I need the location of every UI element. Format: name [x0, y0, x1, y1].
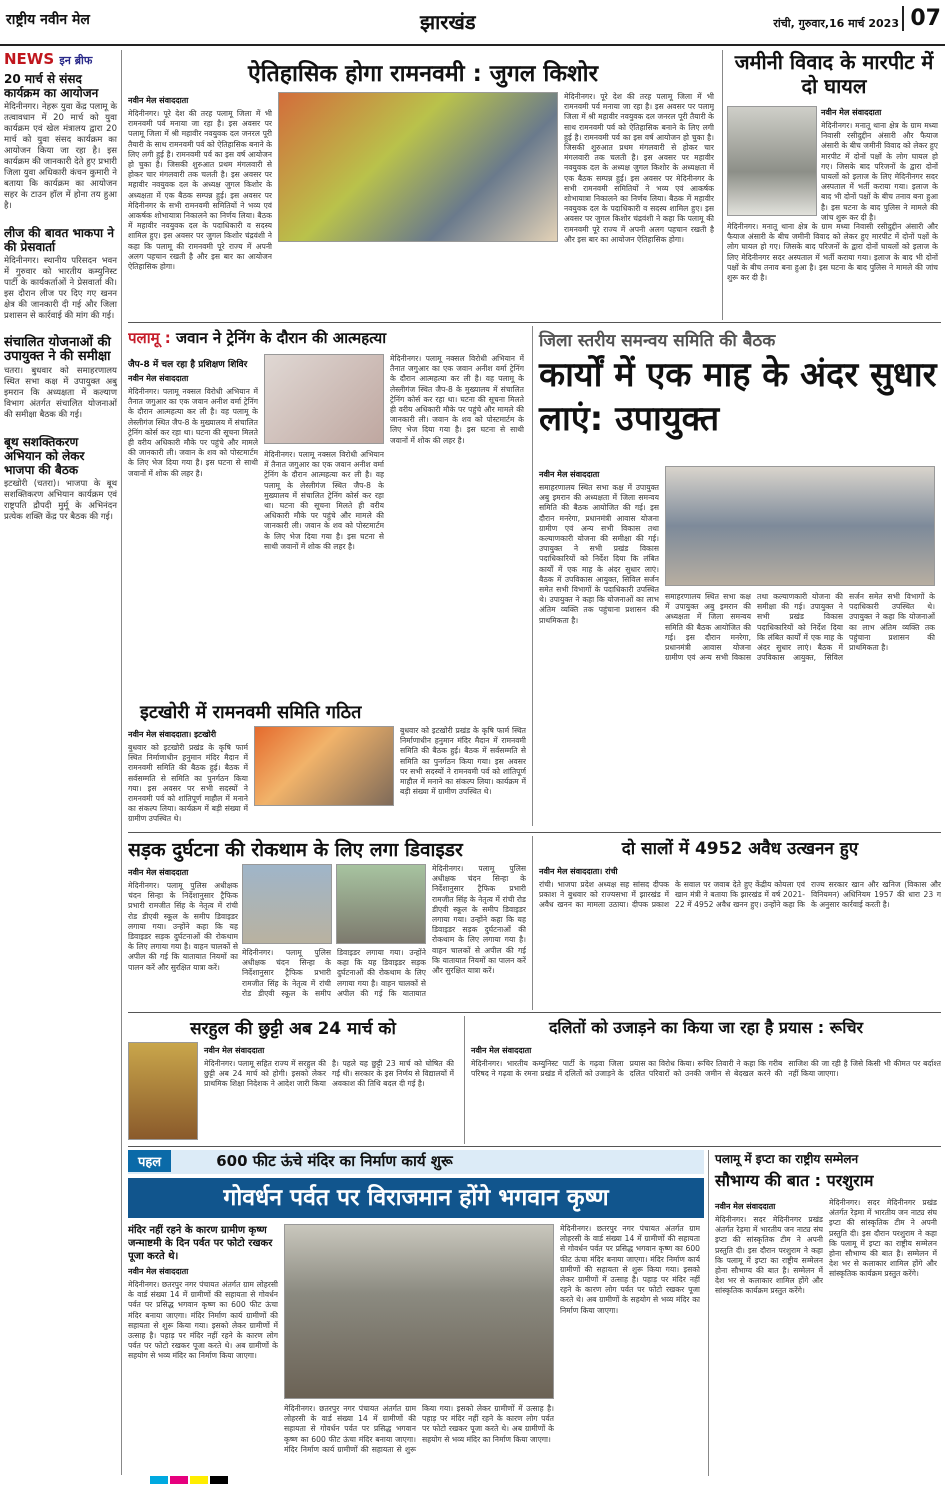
- article-headline: दो सालों में 4952 अवैध उत्खनन हुए: [621, 839, 859, 859]
- article-column: [539, 466, 659, 823]
- article-dc-review: [532, 326, 941, 826]
- article-body-cont: मेदिनीनगर। पलामू नक्सल विरोधी अभियान में तैनात जगुआर का एक जवान अनीश वर्मा ट्रेनिंग के दौरान आत्महत्या कर ली है। वह पलामू के लेस्लीगंज स्थित जैप-8 के मुख्यालय में संचालित ट्रेनिंग कोर्स कर रहा था। घटना की सूचना मिलते ही वरीय अधिकारी मौके पर पहुंचे और मामले की जानकारी ली। जवान के शव को पोस्टमार्टम के लिए भेज दिया गया है। इस घटना से साथी जवानों में शोक की लहर है।: [264, 450, 384, 551]
- article-byline: नवीन मेल संवाददाता: [539, 470, 600, 479]
- article-body: मेदिनीनगर। पूरे देश की तरह पलामू जिला में भी रामनवमी पर्व मनाया जा रहा है। इस अवसर पर पलामू जिला में श्री महावीर नवयुवक दल जनरल पूरी तैयारी के साथ रामनवमी पर्व को ऐतिहासिक बनाने के लिए लगी हुई है। रामनवमी पर्व का इस वर्ष आयोजन हो चुका है। जिसकी शुरुआत प्रथम मंगलवारी से होकर चार मंगलवारी तक चलती है। इस अवसर पर महावीर नवयुवक दल के अध्यक्ष जुगल किशोर के अध्यक्षता में एक बैठक सम्पन्न हुई। इस अवसर पर मेदिनीनगर के सभी रामनवमी समितियों ने भव्य एवं आकर्षक शोभायात्रा निकालने का निर्णय लिया। बैठक में महावीर नवयुवक दल के पदाधिकारी व सदस्य शामिल हुए। इस अवसर पर जुगल किशोर चंद्रवंशी ने कहा कि पलामू की रामनवमी पूरे राज्य में अपनी अलग पहचान रखती है और इस बार का आयोजन ऐतिहासिक होगा।: [128, 109, 272, 272]
- page-number: 07: [902, 6, 941, 31]
- masthead: [0, 0, 945, 46]
- article-body-cont: मेदिनीनगर। पूरे देश की तरह पलामू जिला में भी रामनवमी पर्व मनाया जा रहा है। इस अवसर पर पलामू जिला में श्री महावीर नवयुवक दल जनरल पूरी तैयारी के साथ रामनवमी पर्व को ऐतिहासिक बनाने के लिए लगी हुई है। रामनवमी पर्व का इस वर्ष आयोजन हो चुका है। जिसकी शुरुआत प्रथम मंगलवारी से होकर चार मंगलवारी तक चलती है। इस अवसर पर महावीर नवयुवक दल के अध्यक्ष जुगल किशोर के अध्यक्षता में एक बैठक सम्पन्न हुई। इस अवसर पर मेदिनीनगर के सभी रामनवमी समितियों ने भव्य एवं आकर्षक शोभायात्रा निकालने का निर्णय लिया। बैठक में महावीर नवयुवक दल के पदाधिकारी व सदस्य शामिल हुए। इस अवसर पर जुगल किशोर चंद्रवंशी ने कहा कि पलामू की रामनवमी पूरे राज्य में अपनी अलग पहचान रखती है और इस बार का आयोजन ऐतिहासिक होगा।: [564, 92, 714, 244]
- article-body-cont: मेदिनीनगर। मनातू थाना क्षेत्र के ग्राम मध्या निवासी रसीदुद्दीन अंसारी और फैयाज अंसारी के बीच जमीनी विवाद को लेकर हुए मारपीट में दोनों पक्षों के लोग घायल हो गए। जिसके बाद परिजनों के द्वारा दोनों घायलों को इलाज के लिए मेदिनीनगर सदर अस्पताल में भर्ती कराया गया। इलाज के बाद भी दोनों पक्षों के बीच तनाव बना हुआ है। इस घटना के बाद पुलिस ने मामले की जांच शुरू कर दी है।: [727, 222, 938, 283]
- print-color-bar: [150, 1476, 230, 1484]
- brief-heading: [4, 50, 117, 68]
- news-brief-column: [4, 50, 122, 1475]
- divider: [128, 1146, 941, 1147]
- article-ramnavami: [128, 50, 718, 320]
- committee-photo: [254, 726, 394, 806]
- article-subhead: मंदिर नहीं रहने के कारण ग्रामीण कृष्ण जन्माष्टमी के दिन पर्वत पर फोटो रखकर पूजा करते थे।: [128, 1225, 273, 1262]
- article-body: मेदिनीनगर। पलामू सहित राज्य में सरहुल की छुट्टी अब 24 मार्च को होगी। इसको लेकर प्राथमिक शिक्षा निदेशक ने आदेश जारी किया है। पहले यह छुट्टी 23 मार्च को घोषित की गई थी। सरकार के इस निर्णय से विद्यालयों में अवकाश की तिथि बदल दी गई है।: [204, 1059, 454, 1089]
- article-illegal-mining: [532, 836, 941, 1010]
- article-column: [128, 864, 238, 1010]
- brief-text: मेदिनीनगर। स्थानीय परिसदन भवन में गुरुवार को भारतीय कम्युनिस्ट पार्टी के कार्यकर्ताओं ने प्रेसवार्ता की। इस दौरान लीज पर दिए गए खनन क्षेत्र की जानकारी दी गई और जिला प्रशासन से कार्रवाई की मांग की गई।: [4, 256, 117, 321]
- article-headline: सरहुल की छुट्टी अब 24 मार्च को: [190, 1019, 396, 1039]
- brief-headline: संचालित योजनाओं की उपायुक्त ने की समीक्षा: [4, 335, 111, 364]
- article-dalit: [464, 1016, 941, 1144]
- headline-kicker: जिला स्तरीय समन्वय समिति की बैठक: [539, 331, 776, 351]
- article-jawan-suicide: [128, 326, 528, 696]
- article-byline: नवीन मेल संवाददाता: [128, 1267, 189, 1276]
- section-title: झारखंड: [420, 10, 476, 34]
- headline-text: जवान ने ट्रेनिंग के दौरान की आत्महत्या: [176, 329, 387, 347]
- divider-photo-2: [336, 864, 426, 944]
- article-column: [204, 1042, 454, 1143]
- article-headline: जमीनी विवाद के मारपीट में दो घायल: [734, 50, 934, 98]
- brief-heading-main: NEWS: [4, 50, 55, 68]
- article-body: मेदिनीनगर। पलामू नक्सल विरोधी अभियान में तैनात जगुआर का एक जवान अनीश वर्मा ट्रेनिंग के दौरान आत्महत्या कर ली है। वह पलामू के लेस्लीगंज स्थित जैप-8 के मुख्यालय में संचालित ट्रेनिंग कोर्स कर रहा था। घटना की सूचना मिलते ही वरीय अधिकारी मौके पर पहुंचे और मामले की जानकारी ली। जवान के शव को पोस्टमार्टम के लिए भेज दिया गया है। इस घटना से साथी जवानों में शोक की लहर है।: [128, 387, 258, 478]
- article-headline: इटखोरी में रामनवमी समिति गठित: [140, 702, 362, 723]
- ramnavami-photo: [278, 92, 558, 242]
- article-body: बुधवार को इटखोरी प्रखंड के कृषि फार्म स्थित निर्माणाधीन हनुमान मंदिर मैदान में रामनवमी समिति की बैठक हुई। बैठक में सर्वसम्मति से समिति का पुनर्गठन किया गया। इस अवसर पर सभी सदस्यों ने रामनवमी पर्व को शांतिपूर्ण माहौल में मनाने का संकल्प लिया। कार्यक्रम में बड़ी संख्या में ग्रामीण उपस्थित थे।: [128, 743, 248, 823]
- article-byline: नवीन मेल संवाददाता। इटखोरी: [128, 730, 217, 739]
- article-body: मेदिनीनगर। मनातू थाना क्षेत्र के ग्राम मध्या निवासी रसीदुद्दीन अंसारी और फैयाज अंसारी के बीच जमीनी विवाद को लेकर हुए मारपीट में दोनों पक्षों के लोग घायल हो गए। जिसके बाद परिजनों के द्वारा दोनों घायलों को इलाज के लिए मेदिनीनगर सदर अस्पताल में भर्ती कराया गया। इलाज के बाद भी दोनों पक्षों के बीच तनाव बना हुआ है। इस घटना के बाद पुलिस ने मामले की जांच शुरू कर दी है।: [821, 121, 938, 222]
- article-headline: कार्यों में एक माह के अंदर सुधार लाएं: उपायुक्त: [539, 355, 937, 439]
- headline-kicker: पलामू :: [128, 329, 171, 347]
- article-body-cont: मेदिनीनगर। पलामू पुलिस अधीक्षक चंदन सिन्हा के निर्देशानुसार ट्रैफिक प्रभारी रामजीत सिंह के नेतृत्व में रांची रोड डीएवी स्कूल के समीप डिवाइडर लगाया गया। उन्होंने कहा कि यह डिवाइडर सड़क दुर्घटनाओं की रोकथाम के लिए लगाया गया है। वाहन चालकों से अपील की गई कि यातायात: [242, 948, 426, 998]
- article-column: [128, 1224, 278, 1450]
- article-byline: नवीन मेल संवाददाता: [204, 1046, 265, 1055]
- article-byline: नवीन मेल संवाददाता: [128, 868, 189, 877]
- article-column: [821, 104, 938, 233]
- brief-headline: 20 मार्च से संसद कार्यक्रम का आयोजन: [4, 72, 99, 100]
- article-headline: गोवर्धन पर्वत पर विराजमान होंगे भगवान कृष्ण: [128, 1178, 704, 1218]
- article-byline: नवीन मेल संवाददाता: [821, 108, 882, 117]
- article-column: [128, 92, 272, 319]
- temple-photo: [284, 1224, 554, 1399]
- article-body-cont: समाहरणालय स्थित सभा कक्ष में उपायुक्त अबु इमरान की अध्यक्षता में जिला समन्वय समिति की बैठक आयोजित की गई। इस दौरान मनरेगा, प्रधानमंत्री आवास योजना ग्रामीण एवं अन्य सभी विकास तथा कल्याणकारी योजना की समीक्षा की गई। उपायुक्त ने सभी प्रखंड विकास पदाधिकारियों को निर्देश दिया कि लंबित कार्यों में एक माह के अंदर सुधार लाएं। बैठक में उपविकास आयुक्त, सिविल सर्जन समेत सभी विभागों के पदाधिकारी उपस्थित थे। उपायुक्त ने कहा कि योजनाओं का लाभ अंतिम व्यक्ति तक पहुंचाना प्रशासन की प्राथमिकता है।: [665, 592, 935, 663]
- issue-date: रांची, गुरुवार,16 मार्च 2023: [773, 17, 899, 30]
- article-column: [564, 92, 714, 312]
- brief-text: मेदिनीनगर। नेहरू युवा केंद्र पलामू के तत्वावधान में 20 मार्च को युवा कार्यक्रम एवं खेल मंत्रालय द्वारा 20 मार्च को युवा संसद कार्यक्रम का आयोजन किया जा रहा है। इस कार्यक्रम की जानकारी देते हुए प्रभारी जिला युवा अधिकारी कंचन कुमारी ने बताया कि कार्यक्रम का आयोजन सहर के टाउन हॉल में होना तय हुआ है।: [4, 102, 117, 211]
- article-byline: नवीन मेल संवाददाता: [128, 96, 189, 105]
- brief-text: इटखोरी (चतरा)। भाजपा के बूथ सशक्तिकरण अभियान कार्यक्रम एवं राष्ट्रपति द्रौपदी मुर्मू के अभिनंदन प्रत्येक शक्ति केंद्र पर बैठक की गई।: [4, 479, 117, 522]
- divider-photo-1: [242, 864, 332, 944]
- article-headline: दलितों को उजाड़ने का किया जा रहा है प्रयास : रूचिर: [548, 1018, 864, 1037]
- temple-kicker-bar: [128, 1150, 704, 1174]
- article-body: मेदिनीनगर। भारतीय कम्युनिस्ट पार्टी के गढ़वा जिला परिषद ने गढ़वा के रमना प्रखंड में दलितों को उजाड़ने के प्रयास का विरोध किया। रूचिर तिवारी ने कहा कि गरीब दलित परिवारों को उनकी जमीन से बेदखल करने की साजिश की जा रही है जिसे किसी भी कीमत पर बर्दाश्त नहीं किया जाएगा।: [471, 1059, 941, 1079]
- article-road-divider: [128, 836, 528, 1010]
- article-land-dispute: [722, 50, 941, 320]
- brief-text: चतरा। बुधवार को समाहरणालय स्थित सभा कक्ष में उपायुक्त अबु इमरान कि अध्यक्षता में कल्याण विभाग अंतर्गत संचालित योजनाओं की समीक्षा बैठक की गई।: [4, 366, 117, 420]
- article-body-cont: मेदिनीनगर। पलामू नक्सल विरोधी अभियान में तैनात जगुआर का एक जवान अनीश वर्मा ट्रेनिंग के दौरान आत्महत्या कर ली है। वह पलामू के लेस्लीगंज स्थित जैप-8 के मुख्यालय में संचालित ट्रेनिंग कोर्स कर रहा था। घटना की सूचना मिलते ही वरीय अधिकारी मौके पर पहुंचे और मामले की जानकारी ली। जवान के शव को पोस्टमार्टम के लिए भेज दिया गया है। इस घटना से साथी जवानों में शोक की लहर है।: [390, 354, 524, 445]
- article-byline: नवीन मेल संवाददाता। रांची: [539, 867, 618, 876]
- article-headline: ऐतिहासिक होगा रामनवमी : जुगल किशोर: [247, 61, 599, 87]
- article-body: मेदिनीनगर। सदर मेदिनीनगर प्रखंड अंतर्गत रेड़मा में भारतीय जन नाट्य संघ इप्टा की सांस्कृतिक टीम ने अपनी प्रस्तुति दी। इस दौरान परशुराम ने कहा कि पलामू में इप्टा का राष्ट्रीय सम्मेलन होना सौभाग्य की बात है। सम्मेलन में देश भर से कलाकार शामिल होंगे और सांस्कृतिक कार्यक्रम प्रस्तुत करेंगे।: [715, 1215, 823, 1296]
- article-body: मेदिनीनगर। छतरपुर नगर पंचायत अंतर्गत ग्राम लोहरसी के वार्ड संख्या 14 में ग्रामीणों की सहायता से गोवर्धन पर्वत पर प्रसिद्ध भगवान कृष्ण का 600 फीट ऊंचा मंदिर बनाया जाएगा। मंदिर निर्माण कार्य ग्रामीणों की सहायता से शुरू किया गया। इसको लेकर ग्रामीणों में उत्साह है। पहाड़ पर मंदिर नहीं रहने के कारण लोग पर्वत पर फोटो रखकर पूजा करते थे। अब ग्रामीणों के सहयोग से भव्य मंदिर का निर्माण किया जाएगा।: [128, 1280, 278, 1361]
- divider: [128, 1012, 941, 1013]
- article-body-cont: बुधवार को इटखोरी प्रखंड के कृषि फार्म स्थित निर्माणाधीन हनुमान मंदिर मैदान में रामनवमी समिति की बैठक हुई। बैठक में सर्वसम्मति से समिति का पुनर्गठन किया गया। इस अवसर पर सभी सदस्यों ने रामनवमी पर्व को शांतिपूर्ण माहौल में मनाने का संकल्प लिया। कार्यक्रम में बड़ी संख्या में ग्रामीण उपस्थित थे।: [400, 726, 526, 797]
- article-headline: सौभाग्य की बात : परशुराम: [715, 1171, 874, 1190]
- article-sarhul: [128, 1016, 458, 1144]
- newspaper-logo: राष्ट्रीय नवीन मेल: [6, 12, 90, 28]
- injured-photo: [727, 106, 817, 216]
- headline-kicker: पलामू में इप्टा का राष्ट्रीय सम्मेलन: [715, 1152, 859, 1166]
- article-body-cont: मेदिनीनगर। छतरपुर नगर पंचायत अंतर्गत ग्राम लोहरसी के वार्ड संख्या 14 में ग्रामीणों की सहायता से गोवर्धन पर्वत पर प्रसिद्ध भगवान कृष्ण का 600 फीट ऊंचा मंदिर बनाया जाएगा। मंदिर निर्माण कार्य ग्रामीणों की सहायता से शुरू किया गया। इसको लेकर ग्रामीणों में उत्साह है। पहाड़ पर मंदिर नहीं रहने के कारण लोग पर्वत पर फोटो रखकर पूजा करते थे। अब ग्रामीणों के सहयोग से भव्य मंदिर का निर्माण किया जाएगा।: [284, 1404, 554, 1454]
- divider: [128, 322, 941, 323]
- divider: [128, 832, 941, 833]
- jawan-photo: [264, 354, 384, 444]
- article-ipta: [708, 1150, 941, 1476]
- article-byline: नवीन मेल संवाददाता: [715, 1202, 776, 1211]
- article-column: [128, 726, 248, 823]
- article-body-cont: मेदिनीनगर। पलामू पुलिस अधीक्षक चंदन सिन्हा के निर्देशानुसार ट्रैफिक प्रभारी रामजीत सिंह के नेतृत्व में रांची रोड डीएवी स्कूल के समीप डिवाइडर लगाया गया। उन्होंने कहा कि यह डिवाइडर सड़क दुर्घटनाओं की रोकथाम के लिए लगाया गया है। वाहन चालकों से अपील की गई कि यातायात नियमों का पालन करें और सुरक्षित यात्रा करें।: [432, 864, 526, 976]
- sarhul-photo: [128, 1042, 198, 1140]
- brief-headline: बूथ सशक्तिकरण अभियान को लेकर भाजपा की बैठक: [4, 435, 85, 477]
- headline-kicker: 600 फीट ऊंचे मंदिर का निर्माण कार्य शुरू: [216, 1152, 453, 1170]
- article-column: [128, 354, 258, 657]
- tag-pahal: पहल: [128, 1150, 171, 1172]
- article-body-cont: मेदिनीनगर। छतरपुर नगर पंचायत अंतर्गत ग्राम लोहरसी के वार्ड संख्या 14 में ग्रामीणों की सहायता से गोवर्धन पर्वत पर प्रसिद्ध भगवान कृष्ण का 600 फीट ऊंचा मंदिर बनाया जाएगा। मंदिर निर्माण कार्य ग्रामीणों की सहायता से शुरू किया गया। इसको लेकर ग्रामीणों में उत्साह है। पहाड़ पर मंदिर नहीं रहने के कारण लोग पर्वत पर फोटो रखकर पूजा करते थे। अब ग्रामीणों के सहयोग से भव्य मंदिर का निर्माण किया जाएगा।: [560, 1224, 700, 1315]
- article-byline: नवीन मेल संवाददाता: [128, 374, 189, 383]
- meeting-photo: [665, 466, 935, 586]
- article-column: [715, 1198, 823, 1475]
- article-body: मेदिनीनगर। पलामू पुलिस अधीक्षक चंदन सिन्हा के निर्देशानुसार ट्रैफिक प्रभारी रामजीत सिंह के नेतृत्व में रांची रोड डीएवी स्कूल के समीप डिवाइडर लगाया गया। उन्होंने कहा कि यह डिवाइडर सड़क दुर्घटनाओं की रोकथाम के लिए लगाया गया है। वाहन चालकों से अपील की गई कि यातायात नियमों का पालन करें और सुरक्षित यात्रा करें।: [128, 881, 238, 972]
- article-itkhori: [128, 700, 528, 830]
- article-headline: सड़क दुर्घटना की रोकथाम के लिए लगा डिवाइडर: [128, 839, 463, 861]
- article-body: समाहरणालय स्थित सभा कक्ष में उपायुक्त अबु इमरान की अध्यक्षता में जिला समन्वय समिति की बैठक आयोजित की गई। इस दौरान मनरेगा, प्रधानमंत्री आवास योजना ग्रामीण एवं अन्य सभी विकास तथा कल्याणकारी योजना की समीक्षा की गई। उपायुक्त ने सभी प्रखंड विकास पदाधिकारियों को निर्देश दिया कि लंबित कार्यों में एक माह के अंदर सुधार लाएं। बैठक में उपविकास आयुक्त, सिविल सर्जन समेत सभी विभागों के पदाधिकारी उपस्थित थे। उपायुक्त ने कहा कि योजनाओं का लाभ अंतिम व्यक्ति तक पहुंचाना प्रशासन की प्राथमिकता है।: [539, 483, 659, 625]
- brief-headline: लीज की बावत भाकपा ने की प्रेसवार्ता: [4, 226, 114, 254]
- article-byline: नवीन मेल संवाददाता: [471, 1046, 532, 1055]
- article-body: रांची। भाजपा प्रदेश अध्यक्ष सह सांसद दीपक प्रकाश ने बुधवार को राज्यसभा में झारखंड में अवैध खनन का मामला उठाया। दीपक प्रकाश के सवाल पर जवाब देते हुए केंद्रीय कोयला एवं खान मंत्री ने बताया कि झारखंड में वर्ष 2021-22 में 4952 अवैध खनन हुए। उन्होंने कहा कि राज्य सरकार खान और खनिज (विकास और विनियमन) अधिनियम 1957 की धारा 23 ग के अनुसार कार्रवाई करती है।: [539, 880, 941, 910]
- article-govardhan-temple: [128, 1150, 704, 1476]
- brief-heading-sub: इन ब्रीफ: [59, 54, 93, 67]
- article-headline: [128, 326, 528, 354]
- article-body-cont: मेदिनीनगर। सदर मेदिनीनगर प्रखंड अंतर्गत रेड़मा में भारतीय जन नाट्य संघ इप्टा की सांस्कृतिक टीम ने अपनी प्रस्तुति दी। इस दौरान परशुराम ने कहा कि पलामू में इप्टा का राष्ट्रीय सम्मेलन होना सौभाग्य की बात है। सम्मेलन में देश भर से कलाकार शामिल होंगे और सांस्कृतिक कार्यक्रम प्रस्तुत करेंगे।: [829, 1198, 937, 1279]
- article-subhead: जैप-8 में चल रहा है प्रशिक्षण शिविर: [128, 360, 248, 370]
